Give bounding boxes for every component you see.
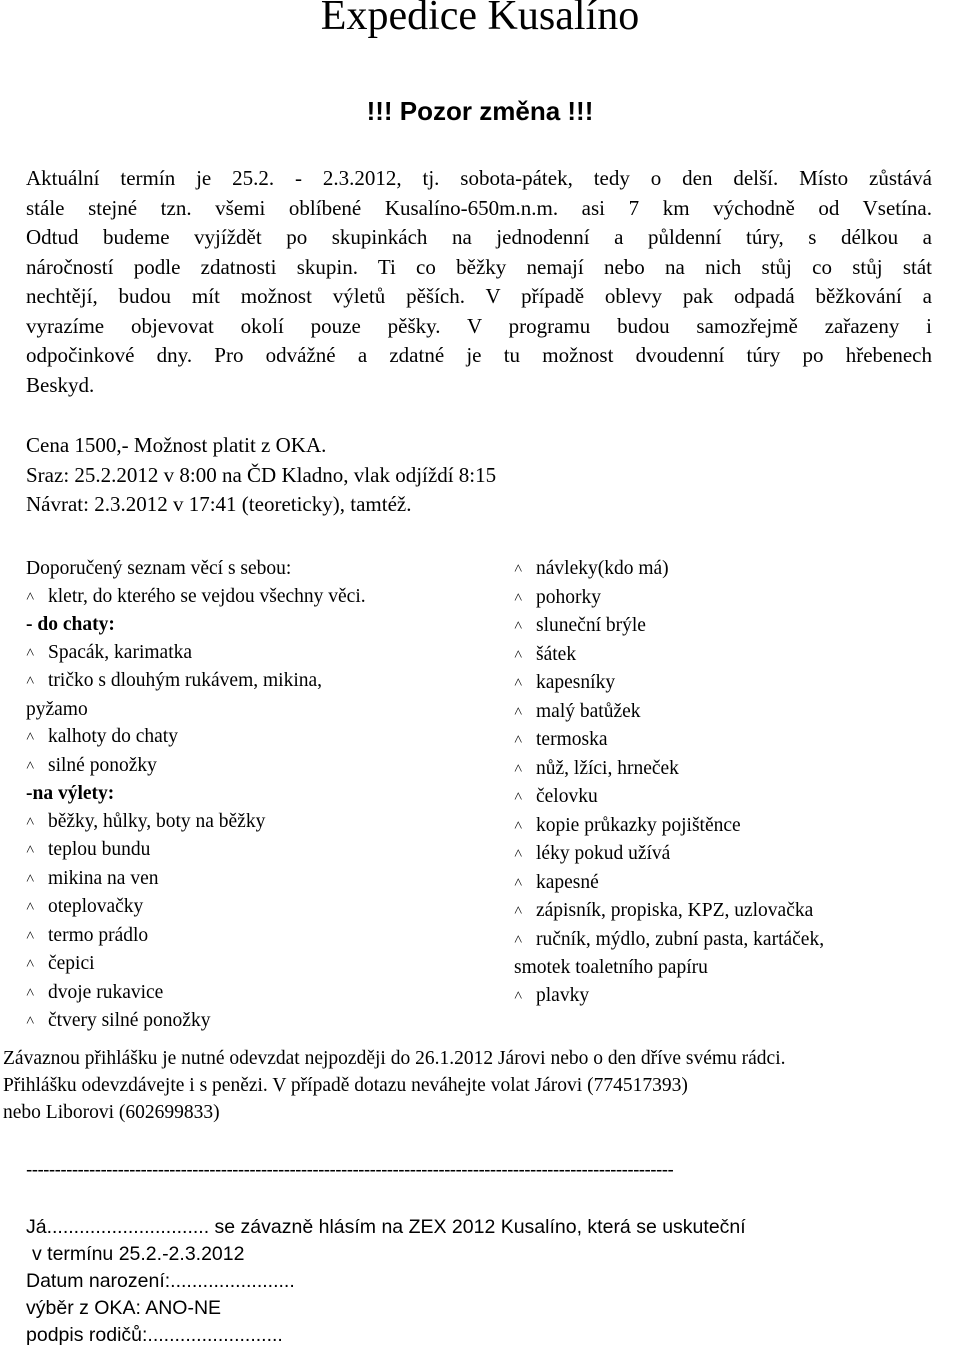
form-signature-line: podpis rodičů:......................... [26,1324,283,1346]
registration-info [3,1045,786,1126]
form-birthdate-line: Datum narození:....................... [26,1270,295,1292]
list-item: ˄ teplou bundu [26,836,496,865]
list-item: ˄ pohorky [514,584,944,613]
registration-form [26,1214,746,1349]
list-item: ˄ kapesníky [514,669,944,698]
cut-line-divider: ----------------------------------------------------------------------------------------------------------------- [26,1160,674,1181]
list-item: ˄ kapesné [514,869,944,898]
page-title: Expedice Kusalíno [320,0,640,39]
intro-line: vyrazíme objevovat okolí pouze pěšky. V programu budou samozřejmě zařazeny i [26,313,932,338]
intro-line: Beskyd. [26,372,95,397]
list-item: ˄ tričko s dlouhým rukávem, mikina, [26,667,496,696]
price-info: Cena 1500,- Možnost platit z OKA. [26,433,327,457]
list-item: ˄ zápisník, propiska, KPZ, uzlovačka [514,897,944,926]
packing-list-right [514,555,944,1010]
section-heading-chata: - do chaty: [26,614,115,635]
list-item: ˄ dvoje rukavice [26,979,496,1008]
list-item: ˄ sluneční brýle [514,612,944,641]
list-item: ˄ čelovku [514,783,944,812]
list-item: ˄ šátek [514,641,944,670]
intro-line: náročností podle zdatnosti skupin. Ti co běžky nemají nebo na nich stůj co stůj stát [26,254,932,279]
list-item: ˄ oteplovačky [26,893,496,922]
list-item: ˄ termo prádlo [26,922,496,951]
list-item-continuation: pyžamo [26,698,88,720]
list-item: ˄ kalhoty do chaty [26,723,496,752]
form-name-line: Já.............................. se závazně hlásím na ZEX 2012 Kusalíno, která se uskuteční [26,1216,746,1238]
list-item: ˄ čepici [26,950,496,979]
list-item: ˄ plavky [514,982,944,1011]
list-item: ˄ běžky, hůlky, boty na běžky [26,808,496,837]
deadline-text: Závaznou přihlášku je nutné odevzdat nejpozději do 26.1.2012 Járovi nebo o den dříve svému rádci. [3,1048,786,1069]
list-item: ˄ léky pokud užívá [514,840,944,869]
intro-line: Odtud budeme vyjíždět po skupinkách na jednodenní a půldenní túry, s délkou a [26,225,932,249]
form-oka-line: výběr z OKA: ANO-NE [26,1297,222,1319]
list-item: ˄ návleky(kdo má) [514,555,944,584]
payment-contact-text: Přihlášku odevzdávejte i s penězi. V případě dotazu neváhejte volat Járovi (774517393) [3,1075,688,1096]
list-item: ˄ malý batůžek [514,698,944,727]
change-warning: !!! Pozor změna !!! [366,96,594,126]
intro-line: stále stejné tzn. všemi oblíbené Kusalíno-650m.n.m. asi 7 km východně od Vsetína. [26,195,932,220]
list-item: ˄ kopie průkazky pojištěnce [514,812,944,841]
return-info: Návrat: 2.3.2012 v 17:41 (teoreticky), tamtéž. [26,492,412,516]
intro-line: nechtějí, budou mít možnost výletů pěších. V případě oblevy pak odpadá běžkování a [26,284,932,308]
list-item-continuation: smotek toaletního papíru [514,957,708,978]
list-item: ˄ mikina na ven [26,865,496,894]
contact-text: nebo Liborovi (602699833) [3,1102,220,1123]
list-item: ˄ Spacák, karimatka [26,639,496,668]
section-heading-vylety: -na výlety: [26,783,115,804]
list-item: ˄ silné ponožky [26,752,496,781]
meeting-info: Sraz: 25.2.2012 v 8:00 na ČD Kladno, vlak odjíždí 8:15 [26,462,497,487]
list-item: ˄ ručník, mýdlo, zubní pasta, kartáček, [514,926,944,955]
list-item: ˄ čtvery silné ponožky [26,1007,496,1036]
list-item: ˄ kletr, do kterého se vejdou všechny věci. [26,583,496,612]
list-item: ˄ termoska [514,726,944,755]
packing-list-heading: Doporučený seznam věcí s sebou: [26,558,292,579]
intro-paragraph [26,164,932,400]
intro-line: odpočinkové dny. Pro odvážné a zdatné je tu možnost dvoudenní túry po hřebenech [26,343,932,367]
intro-line: Aktuální termín je 25.2. - 2.3.2012, tj. sobota-pátek, tedy o den delší. Místo zůstává [26,166,932,190]
trip-details [26,431,496,520]
packing-list-left [26,555,496,1036]
list-item: ˄ nůž, lžíci, hrneček [514,755,944,784]
form-date-line: v termínu 25.2.-2.3.2012 [32,1243,245,1265]
